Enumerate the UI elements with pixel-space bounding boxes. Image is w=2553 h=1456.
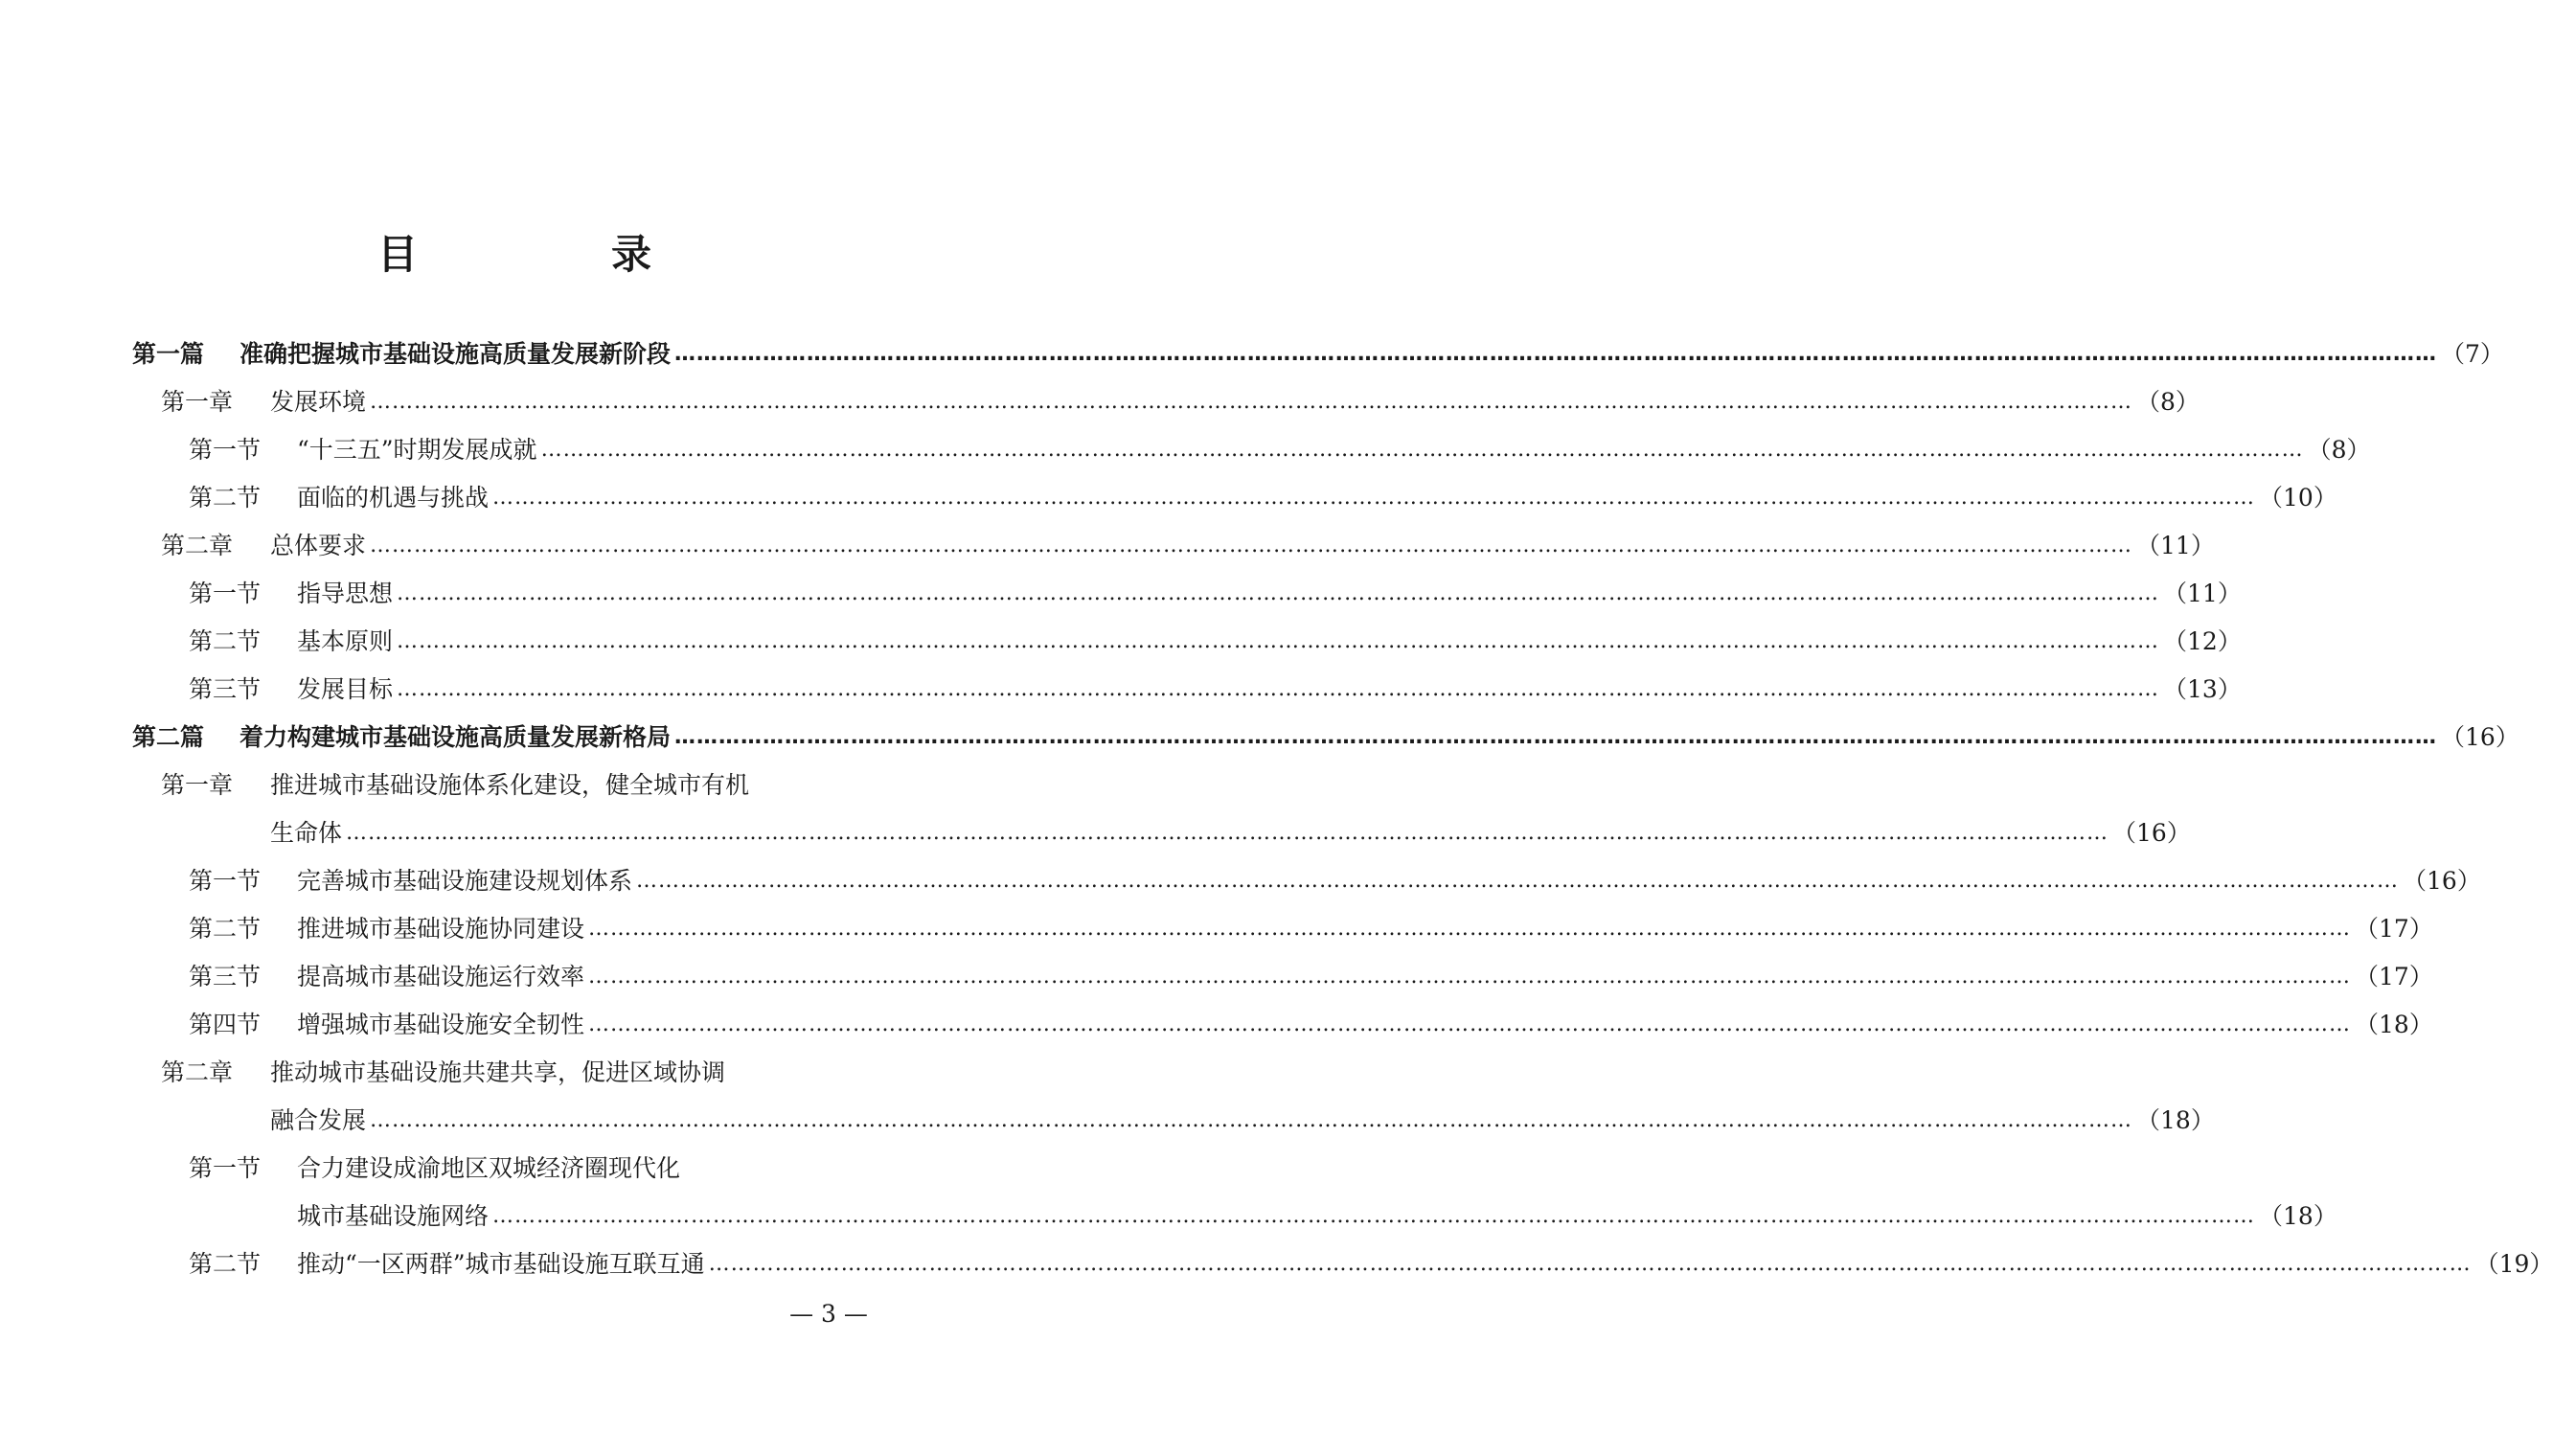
toc-entry-page: （11）: [2163, 580, 2242, 607]
toc-entry-title: 城市基础设施网络: [297, 1202, 490, 1230]
toc-entry-title: 融合发展: [270, 1106, 367, 1134]
toc-entry-title: 完善城市基础设施建设规划体系: [297, 867, 633, 895]
toc-leader-dots: ……………………………………………………………………………………………………………………………………………………………………………………………………………………: [636, 869, 2400, 893]
toc-entry-label: 第二节: [189, 627, 262, 655]
toc-entry-title: “十三五”时期发展成就: [297, 436, 537, 464]
toc-entry[interactable]: [189, 671, 2242, 709]
toc-entry-page: （10）: [2259, 484, 2337, 512]
toc-entry[interactable]: [161, 383, 2200, 421]
toc-entry[interactable]: [189, 1197, 2337, 1236]
page-number: — 3 —: [789, 1300, 868, 1328]
toc-entry[interactable]: [189, 431, 2371, 469]
toc-leader-dots: ……………………………………………………………………………………………………………………………………………………………………………………………………………………: [492, 1204, 2256, 1228]
toc-entry-title: 合力建设成渝地区双城经济圈现代化: [297, 1154, 681, 1182]
toc-entry-page: （13）: [2163, 675, 2242, 703]
toc-entry[interactable]: [161, 1054, 902, 1092]
toc-entry-title: 面临的机遇与挑战: [297, 484, 490, 512]
toc-entry-label: 第三节: [189, 963, 262, 990]
toc-entry-title: 总体要求: [270, 532, 367, 559]
toc-entry-label: 第四节: [189, 1011, 262, 1038]
toc-leader-dots: ……………………………………………………………………………………………………………………………………………………………………………………………………………………: [674, 342, 2438, 366]
toc-entry[interactable]: [189, 479, 2337, 517]
toc-entry-page: （16）: [2112, 819, 2191, 847]
toc-entry[interactable]: [161, 766, 902, 805]
toc-entry-label: 第二章: [161, 1058, 234, 1086]
toc-entry[interactable]: [132, 718, 2519, 757]
toc-entry-page: （7）: [2441, 340, 2504, 368]
toc-entry[interactable]: [161, 814, 2191, 853]
toc-entry-page: （16）: [2403, 867, 2481, 895]
toc-entry-page: （18）: [2136, 1106, 2215, 1134]
toc-leader-dots: ……………………………………………………………………………………………………………………………………………………………………………………………………………………: [492, 486, 2256, 510]
toc-entry[interactable]: [161, 527, 2215, 565]
toc-entry-page: （19）: [2474, 1250, 2553, 1278]
toc-entry[interactable]: [132, 335, 2504, 374]
toc-entry-page: （17）: [2355, 915, 2433, 943]
toc-entry-label: 第二节: [189, 484, 262, 512]
toc-leader-dots: ……………………………………………………………………………………………………………………………………………………………………………………………………………………: [674, 725, 2438, 749]
toc-leader-dots: ……………………………………………………………………………………………………………………………………………………………………………………………………………………: [346, 821, 2109, 845]
toc-entry[interactable]: [189, 1006, 2433, 1044]
toc-leader-dots: ……………………………………………………………………………………………………………………………………………………………………………………………………………………: [397, 581, 2160, 605]
toc-leader-dots: ……………………………………………………………………………………………………………………………………………………………………………………………………………………: [397, 629, 2160, 653]
toc-entry-label: 第一篇: [132, 340, 205, 368]
toc-entry-label: 第一节: [189, 867, 262, 895]
toc-entry[interactable]: [189, 862, 2481, 900]
toc-entry-page: （8）: [2307, 436, 2371, 464]
toc-entry-label: 第一节: [189, 580, 262, 607]
toc-leader-dots: ……………………………………………………………………………………………………………………………………………………………………………………………………………………: [370, 390, 2133, 414]
toc-entry-title: 着力构建城市基础设施高质量发展新格局: [239, 723, 672, 751]
toc-entry-title: 基本原则: [297, 627, 394, 655]
toc-entry-title: 增强城市基础设施安全韧性: [297, 1011, 585, 1038]
toc-entry-label: 第一章: [161, 388, 234, 416]
toc-entry-label: 第三节: [189, 675, 262, 703]
toc-entry-page: （17）: [2355, 963, 2433, 990]
toc-entry-title: 推进城市基础设施体系化建设，健全城市有机: [270, 771, 750, 799]
toc-entry-title: 提高城市基础设施运行效率: [297, 963, 585, 990]
toc-entry-label: 第二节: [189, 915, 262, 943]
toc-entry-page: （12）: [2163, 627, 2242, 655]
toc-entry-label: 第一节: [189, 436, 262, 464]
page-title: 目 录: [376, 231, 728, 278]
toc-entry-title: 发展环境: [270, 388, 367, 416]
toc-entry-label: 第一节: [189, 1154, 262, 1182]
toc-entry-page: （18）: [2259, 1202, 2337, 1230]
toc-entry-label: 第二节: [189, 1250, 262, 1278]
toc-leader-dots: ……………………………………………………………………………………………………………………………………………………………………………………………………………………: [540, 438, 2304, 462]
toc-entry[interactable]: [189, 575, 2242, 613]
toc-entry-label: 第一章: [161, 771, 234, 799]
toc-entry-page: （11）: [2136, 532, 2215, 559]
toc-entry-title: 推动城市基础设施共建共享，促进区域协调: [270, 1058, 726, 1086]
toc-entry[interactable]: [189, 910, 2433, 948]
toc-entry-label: 第二篇: [132, 723, 205, 751]
toc-entry-page: （8）: [2136, 388, 2200, 416]
toc-entry-title: 指导思想: [297, 580, 394, 607]
toc-entry-page: （16）: [2441, 723, 2519, 751]
toc-entry-title: 准确把握城市基础设施高质量发展新阶段: [239, 340, 672, 368]
toc-entry-page: （18）: [2355, 1011, 2433, 1038]
toc-leader-dots: ……………………………………………………………………………………………………………………………………………………………………………………………………………………: [370, 534, 2133, 557]
toc-leader-dots: ……………………………………………………………………………………………………………………………………………………………………………………………………………………: [370, 1108, 2133, 1132]
toc-entry-title: 推进城市基础设施协同建设: [297, 915, 585, 943]
toc-leader-dots: ……………………………………………………………………………………………………………………………………………………………………………………………………………………: [588, 965, 2352, 989]
toc-leader-dots: ……………………………………………………………………………………………………………………………………………………………………………………………………………………: [708, 1252, 2472, 1276]
toc-entry[interactable]: [189, 1149, 902, 1188]
toc-leader-dots: ……………………………………………………………………………………………………………………………………………………………………………………………………………………: [588, 1012, 2352, 1036]
toc-entry[interactable]: [189, 958, 2433, 996]
toc-leader-dots: ……………………………………………………………………………………………………………………………………………………………………………………………………………………: [397, 677, 2160, 701]
toc-entry-label: 第二章: [161, 532, 234, 559]
toc-entry-title: 发展目标: [297, 675, 394, 703]
toc-entry[interactable]: [189, 623, 2242, 661]
toc-entry-title: 生命体: [270, 819, 343, 847]
toc-leader-dots: ……………………………………………………………………………………………………………………………………………………………………………………………………………………: [588, 917, 2352, 941]
toc-entry[interactable]: [161, 1102, 2215, 1140]
toc-entry[interactable]: [189, 1245, 2553, 1284]
toc-entry-title: 推动“一区两群”城市基础设施互联互通: [297, 1250, 705, 1278]
